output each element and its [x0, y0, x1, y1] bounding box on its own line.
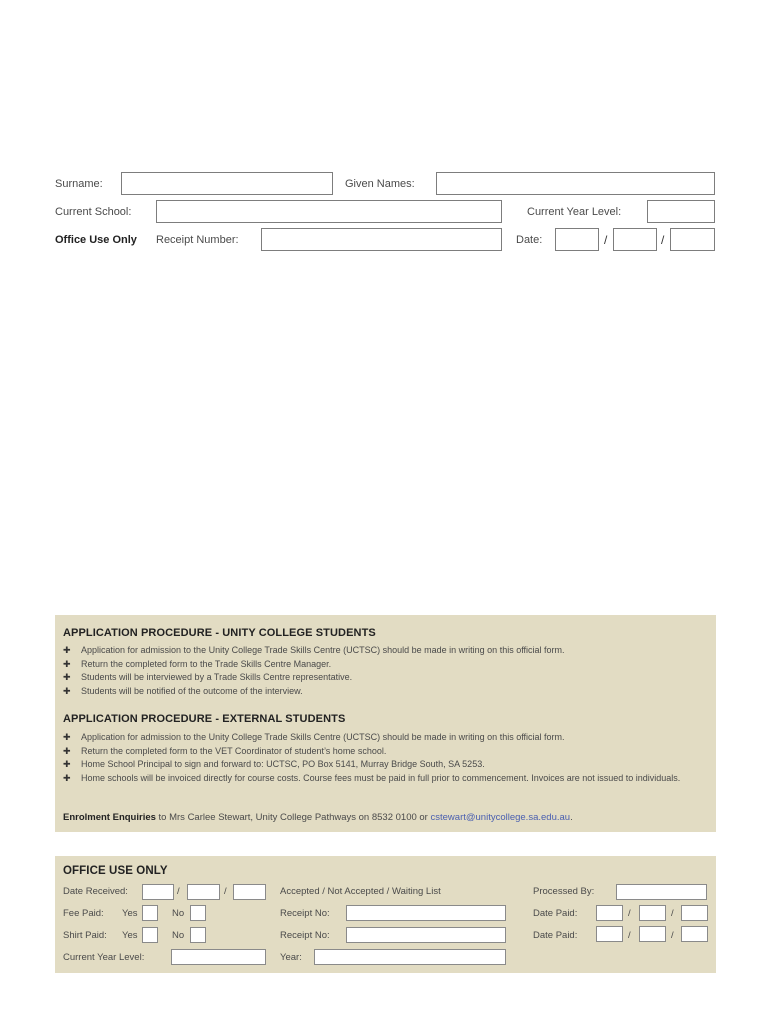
external-procedure-heading: APPLICATION PROCEDURE - EXTERNAL STUDENTS [63, 713, 346, 725]
shirt-date-paid-year-field[interactable] [681, 926, 708, 942]
shirt-paid-yes-label: Yes [122, 930, 138, 941]
office-use-title: OFFICE USE ONLY [63, 865, 168, 877]
date-received-year-field[interactable] [233, 884, 266, 900]
cross-bullet-icon: ✚ [63, 772, 71, 783]
surname-label: Surname: [55, 178, 103, 190]
receipt-number-label: Receipt Number: [156, 234, 239, 246]
receipt-number-field[interactable] [261, 228, 502, 251]
date-year-field[interactable] [670, 228, 715, 251]
list-item: ✚ Return the completed form to the VET Coordinator of student’s home school. [63, 745, 703, 759]
enrolment-enquiries: Enrolment Enquiries to Mrs Carlee Stewart, Unity College Pathways on 8532 0100 or cstewart@unitycollege.sa.edu.au. [63, 812, 573, 823]
office-use-panel [55, 856, 716, 973]
date-separator: / [604, 233, 608, 247]
fee-receipt-no-field[interactable] [346, 905, 506, 921]
date-received-day-field[interactable] [142, 884, 174, 900]
current-year-level-field[interactable] [647, 200, 715, 223]
date-separator: / [661, 233, 665, 247]
date-separator: / [177, 886, 180, 897]
current-school-label: Current School: [55, 206, 132, 218]
date-received-label: Date Received: [63, 886, 128, 897]
given-names-label: Given Names: [345, 178, 415, 190]
year-field[interactable] [314, 949, 506, 965]
date-separator: / [224, 886, 227, 897]
given-names-field[interactable] [436, 172, 715, 195]
cross-bullet-icon: ✚ [63, 745, 71, 756]
shirt-receipt-no-field[interactable] [346, 927, 506, 943]
date-day-field[interactable] [555, 228, 599, 251]
processed-by-label: Processed By: [533, 886, 595, 897]
enquiries-text: to Mrs Carlee Stewart, Unity College Pathways on 8532 0100 or [155, 812, 431, 823]
external-procedure-list [63, 731, 703, 785]
unity-procedure-heading: APPLICATION PROCEDURE - UNITY COLLEGE STUDENTS [63, 627, 376, 639]
list-item: ✚ Return the completed form to the Trade Skills Centre Manager. [63, 658, 703, 672]
list-item: ✚ Home School Principal to sign and forward to: UCTSC, PO Box 5141, Murray Bridge South, SA 5253. [63, 758, 703, 772]
shirt-paid-no-label: No [172, 930, 185, 941]
accepted-status-label: Accepted / Not Accepted / Waiting List [280, 886, 441, 897]
fee-paid-label: Fee Paid: [63, 908, 104, 919]
list-item: ✚ Students will be interviewed by a Trade Skills Centre representative. [63, 671, 703, 685]
office-use-only-label: Office Use Only [55, 234, 137, 246]
date-separator: / [628, 908, 631, 919]
year-label: Year: [280, 952, 302, 963]
cross-bullet-icon: ✚ [63, 685, 71, 696]
shirt-date-paid-day-field[interactable] [596, 926, 623, 942]
receipt-no-label: Receipt No: [280, 908, 330, 919]
fee-paid-no-label: No [172, 908, 185, 919]
list-item: ✚ Home schools will be invoiced directly for course costs. Course fees must be paid in full prior to commencement. Invoices are not issued to individuals. [63, 772, 703, 786]
current-year-level-label: Current Year Level: [527, 206, 622, 218]
cross-bullet-icon: ✚ [63, 759, 71, 769]
cross-bullet-icon: ✚ [63, 732, 71, 742]
list-item: ✚ Application for admission to the Unity College Trade Skills Centre (UCTSC) should be made in writing on this official form. [63, 731, 703, 745]
unity-procedure-list [63, 644, 703, 698]
list-item: ✚ Application for admission to the Unity College Trade Skills Centre (UCTSC) should be made in writing on this official form. [63, 644, 703, 658]
shirt-date-paid-month-field[interactable] [639, 926, 666, 942]
shirt-paid-yes-checkbox[interactable] [142, 927, 158, 943]
application-procedure-panel [55, 615, 716, 832]
office-current-year-level-field[interactable] [171, 949, 266, 965]
fee-date-paid-month-field[interactable] [639, 905, 666, 921]
date-paid-label: Date Paid: [533, 908, 578, 919]
enquiries-label: Enrolment Enquiries [63, 812, 156, 823]
fee-paid-no-checkbox[interactable] [190, 905, 206, 921]
surname-field[interactable] [121, 172, 333, 195]
office-current-year-level-label: Current Year Level: [63, 952, 145, 963]
list-item: ✚ Students will be notified of the outcome of the interview. [63, 685, 703, 699]
cross-bullet-icon: ✚ [63, 645, 71, 655]
fee-paid-yes-label: Yes [122, 908, 138, 919]
cross-bullet-icon: ✚ [63, 672, 71, 682]
fee-paid-yes-checkbox[interactable] [142, 905, 158, 921]
current-school-field[interactable] [156, 200, 502, 223]
date-separator: / [671, 908, 674, 919]
fee-date-paid-year-field[interactable] [681, 905, 708, 921]
date-label: Date: [516, 234, 543, 246]
fee-date-paid-day-field[interactable] [596, 905, 623, 921]
shirt-paid-no-checkbox[interactable] [190, 927, 206, 943]
date-month-field[interactable] [613, 228, 657, 251]
date-separator: / [671, 930, 674, 941]
date-received-month-field[interactable] [187, 884, 220, 900]
processed-by-field[interactable] [616, 884, 707, 900]
date-separator: / [628, 930, 631, 941]
enquiries-email-link[interactable]: cstewart@unitycollege.sa.edu.au [430, 812, 571, 823]
receipt-no-label: Receipt No: [280, 930, 330, 941]
shirt-paid-label: Shirt Paid: [63, 930, 107, 941]
cross-bullet-icon: ✚ [63, 658, 71, 669]
date-paid-label: Date Paid: [533, 930, 578, 941]
